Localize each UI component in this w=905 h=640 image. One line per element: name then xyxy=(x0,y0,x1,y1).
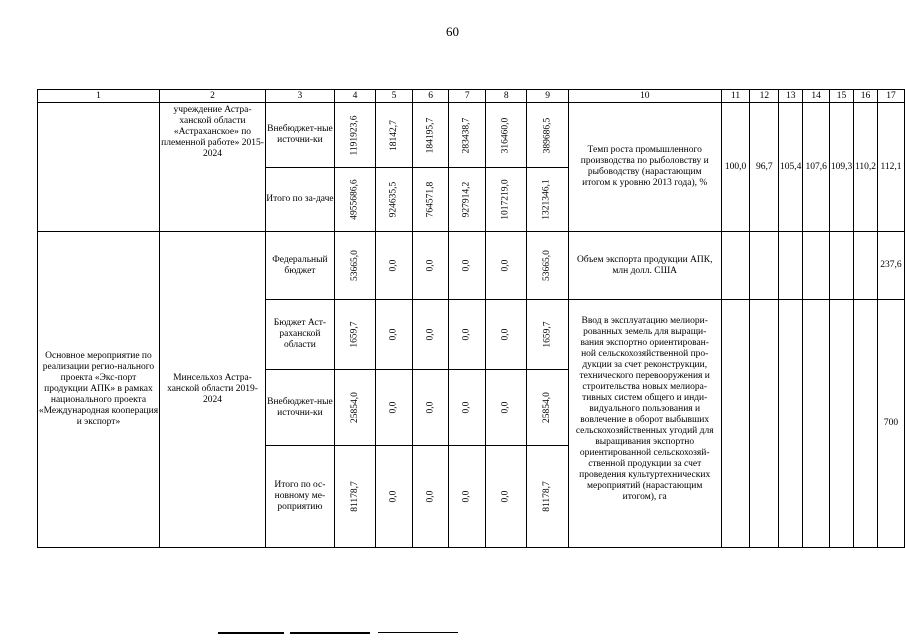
target-value: 112,1 xyxy=(877,103,904,232)
target-value xyxy=(750,232,779,300)
block2-executor: Минсельхоз Астра-ханской области 2019-2024 xyxy=(159,232,265,548)
header-col-14: 14 xyxy=(803,90,830,103)
value-cell: 389686,5 xyxy=(527,103,568,168)
value-cell: 0,0 xyxy=(449,300,486,370)
value-cell: 0,0 xyxy=(412,446,449,548)
value-cell: 0,0 xyxy=(412,232,449,300)
bottom-line xyxy=(218,632,284,634)
value-cell: 0,0 xyxy=(412,300,449,370)
value-cell: 0,0 xyxy=(376,446,413,548)
indicator-text: Темп роста промышленного производства по рыболовству и рыбоводству (нарастающим итогом к уровню 2013 года), % xyxy=(572,103,717,232)
header-col-15: 15 xyxy=(830,90,854,103)
value-cell: 0,0 xyxy=(376,370,413,446)
value-cell: 81178,7 xyxy=(527,446,568,548)
header-col-17: 17 xyxy=(877,90,904,103)
value-cell: 0,0 xyxy=(376,300,413,370)
header-col-6: 6 xyxy=(412,90,449,103)
target-value xyxy=(779,232,803,300)
target-value: 700 xyxy=(877,300,904,548)
header-row xyxy=(38,90,905,103)
target-value xyxy=(721,300,750,548)
header-col-3: 3 xyxy=(266,90,335,103)
header-col-9: 9 xyxy=(527,90,568,103)
target-value xyxy=(830,232,854,300)
value-cell: 4955686,6 xyxy=(334,168,375,232)
target-value: 107,6 xyxy=(803,103,830,232)
header-col-5: 5 xyxy=(376,90,413,103)
header-col-7: 7 xyxy=(449,90,486,103)
value-cell: 764571,8 xyxy=(412,168,449,232)
target-value xyxy=(750,300,779,548)
target-value: 96,7 xyxy=(750,103,779,232)
value-cell: 25854,0 xyxy=(527,370,568,446)
value-cell: 184195,7 xyxy=(412,103,449,168)
page-number: 60 xyxy=(446,24,459,39)
header-col-8: 8 xyxy=(486,90,527,103)
header-col-12: 12 xyxy=(750,90,779,103)
value-cell: 25854,0 xyxy=(334,370,375,446)
funding-source: Внебюджет-ные источни-ки xyxy=(266,370,335,446)
block1-executor: учреждение Астра-ханской области «Астраханское» по племенной работе» 2015-2024 xyxy=(159,103,265,232)
header-col-16: 16 xyxy=(854,90,878,103)
value-cell: 18142,7 xyxy=(376,103,413,168)
target-value xyxy=(803,232,830,300)
value-cell: 0,0 xyxy=(449,446,486,548)
bottom-line xyxy=(290,632,370,634)
value-cell: 924635,5 xyxy=(376,168,413,232)
header-col-4: 4 xyxy=(334,90,375,103)
funding-source: Итого по ос-новному ме-роприятию xyxy=(266,446,335,548)
value-cell: 0,0 xyxy=(449,232,486,300)
table-row xyxy=(38,232,905,300)
target-value xyxy=(830,300,854,548)
funding-source: Федеральный бюджет xyxy=(266,232,335,300)
indicator-text: Ввод в эксплуатацию мелиори-рованных земель для выращи-вания экспортно ориентирован-ной сельскохозяйственной про-дукции за счет реконструкции, технического перевооружения и строительства новых мелиора-тивных систем общего и инди-видуального пользования и вовлечение в оборот выбывших сельскохозяйственных угодий для выращивания экспортно ориентированной сельскохозяй-ственной продукции за счет проведения культуртехнических мероприятий (нарастающим итогом), га xyxy=(572,300,717,548)
value-cell: 316460,0 xyxy=(486,103,527,168)
value-cell: 53665,0 xyxy=(334,232,375,300)
target-value xyxy=(779,300,803,548)
budget-table xyxy=(37,89,905,548)
value-cell: 0,0 xyxy=(486,446,527,548)
funding-source: Итого по за-даче xyxy=(266,168,335,232)
value-cell: 283438,7 xyxy=(449,103,486,168)
target-value xyxy=(803,300,830,548)
indicator-text: Объем экспорта продукции АПК, млн долл. США xyxy=(572,232,717,300)
value-cell: 0,0 xyxy=(412,370,449,446)
target-value xyxy=(854,232,878,300)
main-activity: Основное мероприятие по реализации регио-нального проекта «Экс-порт продукции АПК» в рамках национального проекта «Международная кооперация и экспорт» xyxy=(38,232,160,548)
value-cell: 53665,0 xyxy=(527,232,568,300)
header-col-13: 13 xyxy=(779,90,803,103)
value-cell: 0,0 xyxy=(486,232,527,300)
value-cell: 1659,7 xyxy=(334,300,375,370)
target-value xyxy=(854,300,878,548)
value-cell: 1017219,0 xyxy=(486,168,527,232)
value-cell: 1659,7 xyxy=(527,300,568,370)
value-cell: 1191923,6 xyxy=(334,103,375,168)
table-row xyxy=(38,103,905,168)
value-cell: 0,0 xyxy=(449,370,486,446)
value-cell: 0,0 xyxy=(376,232,413,300)
block1-col1 xyxy=(38,103,160,232)
value-cell: 1321346,1 xyxy=(527,168,568,232)
header-col-10: 10 xyxy=(568,90,721,103)
target-value: 109,3 xyxy=(830,103,854,232)
value-cell: 81178,7 xyxy=(334,446,375,548)
value-cell: 0,0 xyxy=(486,370,527,446)
header-col-2: 2 xyxy=(159,90,265,103)
target-value: 105,4 xyxy=(779,103,803,232)
target-value: 100,0 xyxy=(721,103,750,232)
target-value xyxy=(721,232,750,300)
funding-source: Внебюджет-ные источни-ки xyxy=(266,103,335,168)
value-cell: 927914,2 xyxy=(449,168,486,232)
header-col-1: 1 xyxy=(38,90,160,103)
bottom-line xyxy=(378,632,458,633)
value-cell: 0,0 xyxy=(486,300,527,370)
target-value: 237,6 xyxy=(877,232,904,300)
header-col-11: 11 xyxy=(721,90,750,103)
target-value: 110,2 xyxy=(854,103,878,232)
funding-source: Бюджет Аст-раханской области xyxy=(266,300,335,370)
